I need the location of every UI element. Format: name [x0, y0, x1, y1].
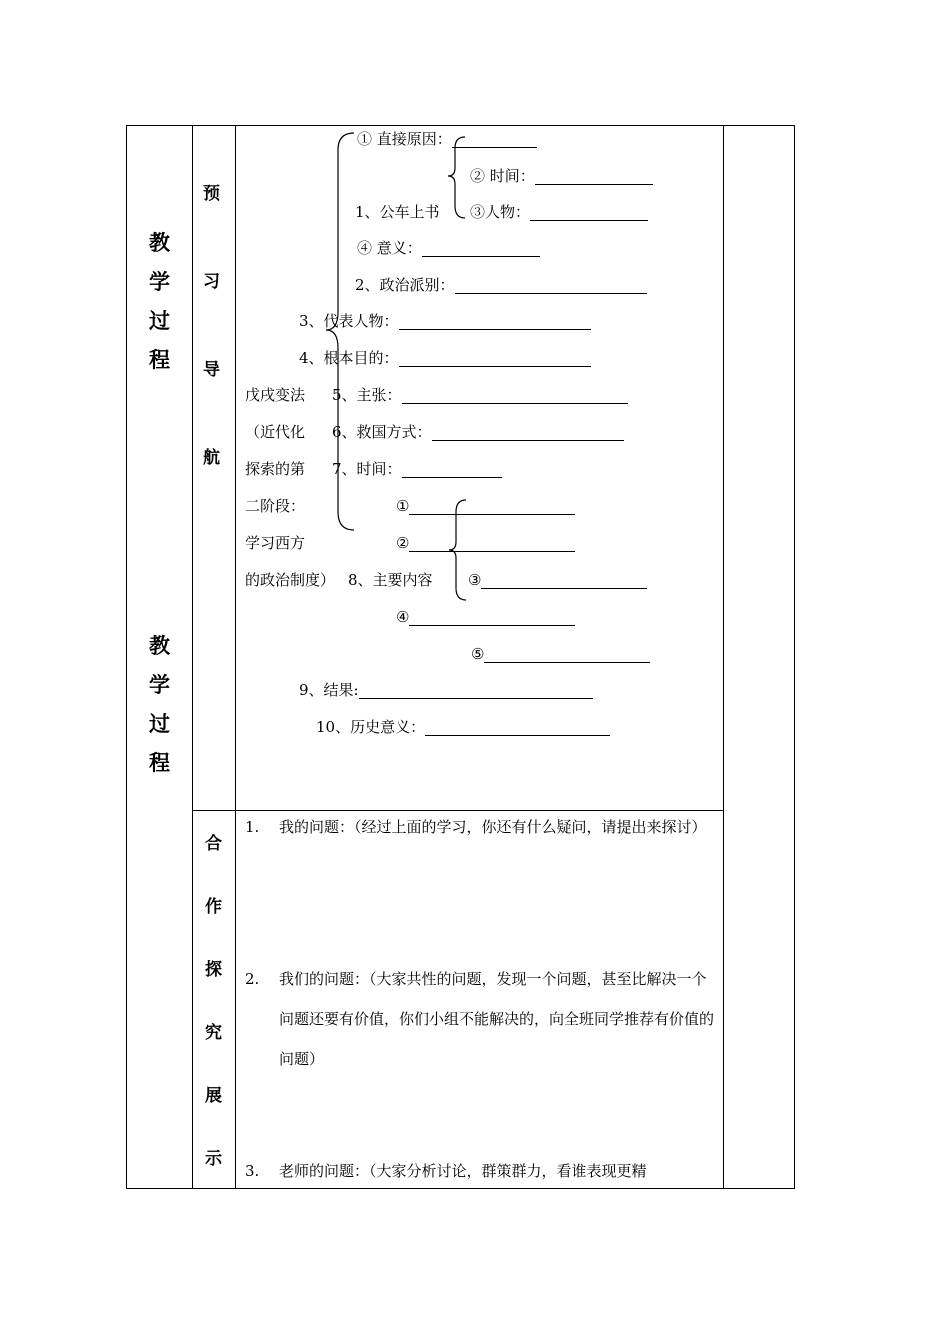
item5-label: 5、主张： — [332, 386, 628, 404]
content-4: ④ — [396, 608, 575, 626]
content-5: ⑤ — [471, 645, 650, 663]
topic-line-5: 学习西方 — [245, 534, 306, 552]
item7-label: 7、时间： — [332, 460, 502, 478]
item6-label: 6、救国方式： — [332, 423, 624, 441]
section-label-preview: 预 习 导 航 — [203, 184, 220, 468]
q1-number: 1. — [245, 818, 260, 836]
topic-line-4: 二阶段： — [245, 497, 306, 515]
item10-label: 10、历史意义： — [316, 718, 610, 736]
gongche-label: 1、公车上书 — [355, 203, 440, 221]
left-label-top: 教 学 过 程 — [149, 231, 170, 372]
item8-label: 8、主要内容 — [348, 571, 433, 589]
left-label-bottom: 教 学 过 程 — [149, 634, 170, 775]
people-sub-label: ③人物： — [470, 203, 648, 221]
q2-text: 我们的问题：（大家共性的问题，发现一个问题，甚至比解决一个问题还要有价值，你们小组不能解决的，向全班同学推荐有价值的问题） — [279, 970, 715, 1068]
topic-line-3: 探索的第 — [245, 460, 306, 478]
topic-line-2: （近代化 — [245, 423, 306, 441]
q2-number: 2. — [245, 970, 260, 988]
section-label-cooperate: 合 作 探 究 展 示 — [205, 834, 222, 1169]
q1-text: 我的问题：（经过上面的学习，你还有什么疑问，请提出来探讨） — [279, 818, 707, 836]
content-3: ③ — [468, 571, 647, 589]
item3-label: 3、代表人物： — [299, 312, 591, 330]
q3-number: 3. — [245, 1162, 260, 1180]
meaning-sub-label: ④ 意义： — [357, 239, 540, 257]
factions-label: 2、政治派别： — [355, 276, 647, 294]
item4-label: 4、根本目的： — [299, 349, 591, 367]
content-1: ① — [396, 497, 575, 515]
direct-cause-label: ① 直接原因： — [357, 130, 537, 148]
time-sub-label: ② 时间： — [470, 167, 653, 185]
item9-label: 9、结果: — [299, 681, 593, 699]
q3-text: 老师的问题：（大家分析讨论，群策群力，看谁表现更精 — [279, 1162, 647, 1180]
topic-line-6: 的政治制度） — [245, 571, 336, 589]
topic-line-1: 戊戌变法 — [245, 386, 306, 404]
content-2: ② — [396, 534, 575, 552]
